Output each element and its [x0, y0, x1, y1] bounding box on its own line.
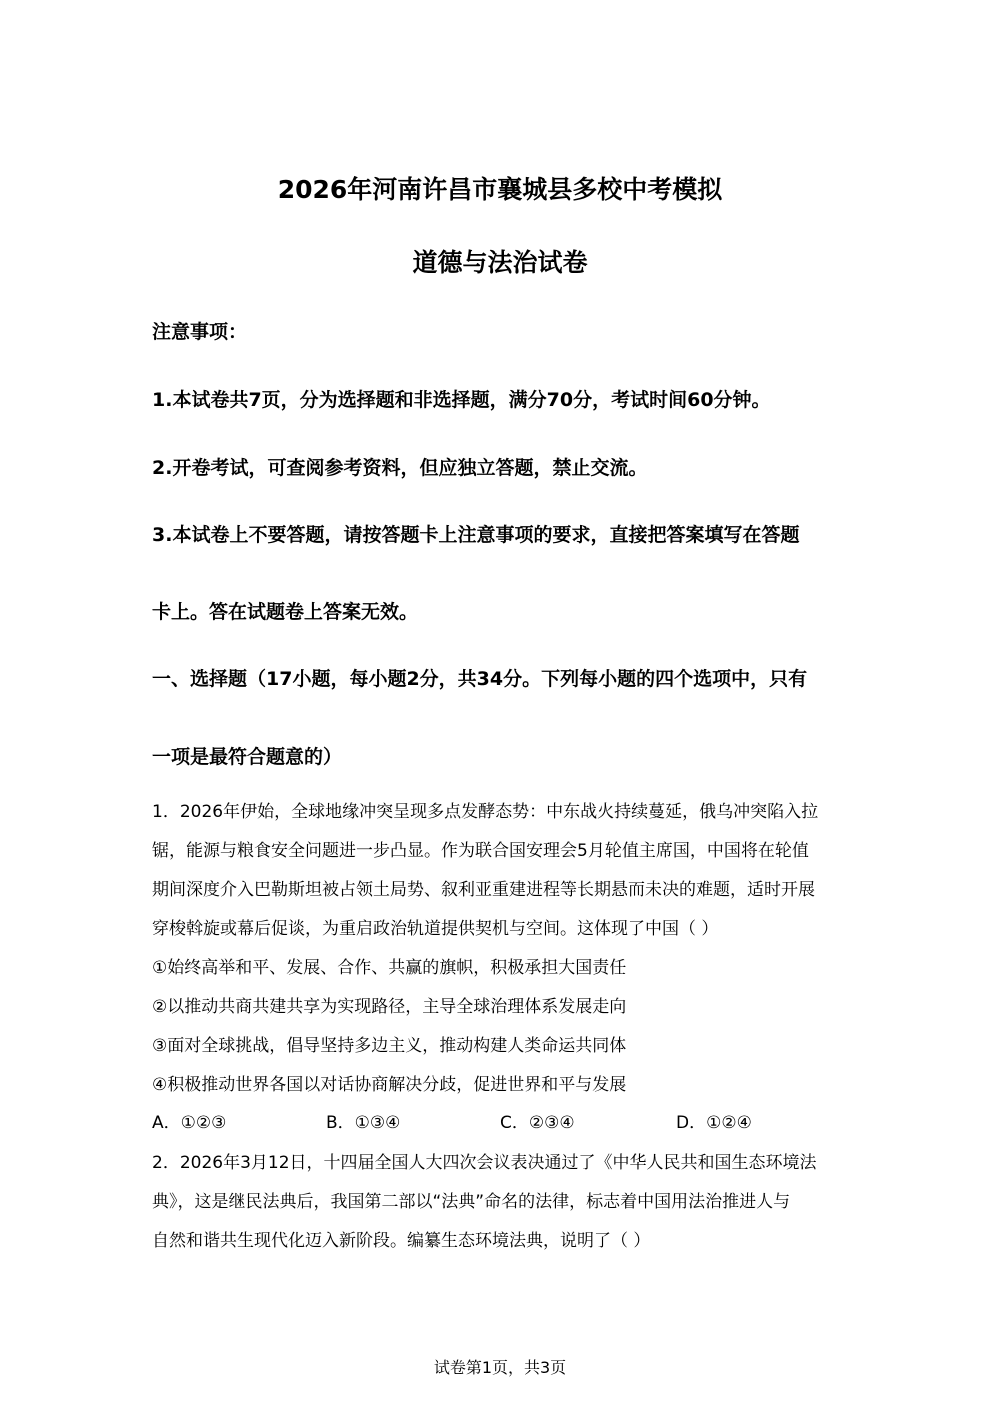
notice-heading: 注意事项：: [152, 321, 248, 343]
notice-item-3-line-2: 卡上。答在试题卷上答案无效。: [152, 601, 419, 623]
question-2-line-2: 典》，这是继民法典后，我国第二部以“法典”命名的法律，标志着中国用法治推进人与: [152, 1192, 791, 1212]
section-heading-line-1: 一、选择题（17小题，每小题2分，共34分。下列每小题的四个选项中，只有: [152, 668, 808, 690]
notice-item-1: 1.本试卷共7页，分为选择题和非选择题，满分70分，考试时间60分钟。: [152, 389, 771, 411]
question-2-line-1: 2．2026年3月12日，十四届全国人大四次会议表决通过了《中华人民共和国生态环境法: [152, 1153, 817, 1173]
question-1-line-3: 期间深度介入巴勒斯坦被占领土局势、叙利亚重建进程等长期悬而未决的难题，适时开展: [152, 880, 815, 900]
question-1-line-1: 1．2026年伊始，全球地缘冲突呈现多点发酵态势：中东战火持续蔓延，俄乌冲突陷入拉: [152, 802, 819, 822]
notice-item-3-line-1: 3.本试卷上不要答题，请按答题卡上注意事项的要求，直接把答案填写在答题: [152, 524, 800, 546]
question-1-option-c: C．②③④: [500, 1113, 575, 1133]
notice-item-2: 2.开卷考试，可查阅参考资料，但应独立答题，禁止交流。: [152, 457, 648, 479]
question-1-statement-2: ②以推动共商共建共享为实现路径，主导全球治理体系发展走向: [152, 997, 627, 1017]
question-1-option-a: A．①②③: [152, 1113, 227, 1133]
exam-title: 2026年河南许昌市襄城县多校中考模拟: [277, 175, 723, 204]
question-1-statement-1: ①始终高举和平、发展、合作、共赢的旗帜，积极承担大国责任: [152, 958, 627, 978]
question-1-statement-4: ④积极推动世界各国以对话协商解决分歧，促进世界和平与发展: [152, 1075, 627, 1095]
question-2-line-3: 自然和谐共生现代化迈入新阶段。编纂生态环境法典，说明了（ ）: [152, 1231, 651, 1251]
question-1-statement-3: ③面对全球挑战，倡导坚持多边主义，推动构建人类命运共同体: [152, 1036, 627, 1056]
question-1-option-b: B．①③④: [326, 1113, 401, 1133]
question-1-line-2: 锯，能源与粮食安全问题进一步凸显。作为联合国安理会5月轮值主席国，中国将在轮值: [152, 841, 809, 861]
page-footer: 试卷第1页，共3页: [433, 1358, 567, 1377]
question-1-option-d: D．①②④: [676, 1113, 752, 1133]
exam-subtitle: 道德与法治试卷: [412, 248, 588, 277]
question-1-line-4: 穿梭斡旋或幕后促谈，为重启政治轨道提供契机与空间。这体现了中国（ ）: [152, 919, 719, 939]
section-heading-line-2: 一项是最符合题意的）: [152, 746, 343, 768]
